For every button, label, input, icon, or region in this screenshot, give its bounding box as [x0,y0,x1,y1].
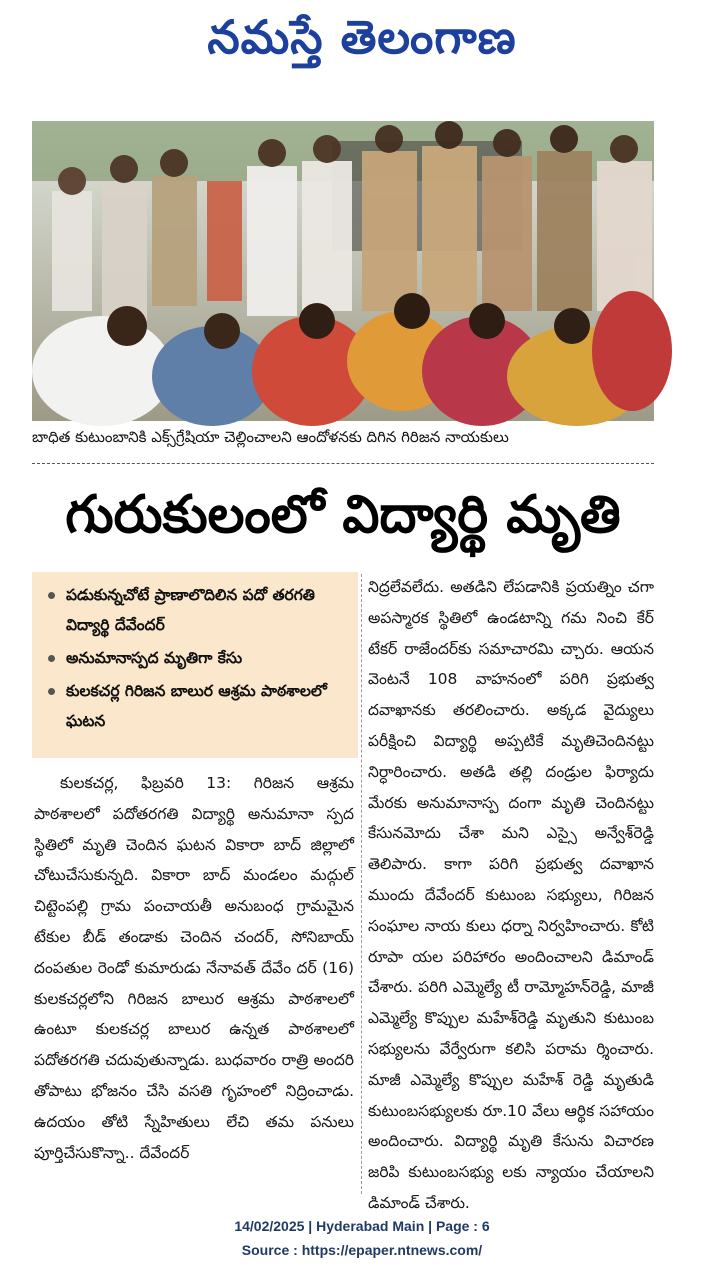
highlight-text: పడుకున్నచోటే ప్రాణాలొదిలిన పదో తరగతి విద్యార్థి దేవేందర్ [66,586,315,634]
highlight-item [48,580,348,640]
highlights-box [32,572,358,758]
highlight-item [48,676,348,736]
source-link[interactable]: Source : https://epaper.ntnews.com/ [241,1242,483,1258]
newspaper-masthead [0,0,724,92]
protest-scene-illustration [32,121,654,421]
bullet-icon [48,592,55,599]
bullet-icon [48,655,55,662]
news-photo [32,121,654,421]
bullet-icon [48,688,55,695]
masthead-title: నమస్తే తెలంగాణ [207,10,517,64]
column-divider [361,574,362,1194]
article-headline: గురుకులంలో విద్యార్థి మృతి [65,485,621,545]
photo-caption: బాధిత కుటుంబానికి ఎక్స్‌గ్రేషియా చెల్లించాలని ఆందోళనకు దిగిన గిరిజన నాయకులు [32,428,509,446]
article-paragraph-right: నిద్రలేవలేదు. అతడిని లేపడానికి ప్రయత్నిం చగా అపస్మారక స్థితిలో ఉండటాన్ని గమ నించి కేర్ టేకర్ రాజేందర్‌కు సమాచారమి చ్చారు. ఆయన వెంటనే 108 వాహనంలో పరిగి ప్రభుత్వ దవాఖానకు తరలించారు. అక్కడ వైద్యులు పరీక్షించి విద్యార్థి అప్పటికే మృతిచెందినట్టు నిర్ధారించారు. అతడి తల్లి దండ్రుల ఫిర్యాదు మేరకు అనుమానాస్ప దంగా మృతి చెందినట్టు కేసునమోదు చేశా మని ఎస్సై అన్వేశ్‌రెడ్డి తెలిపారు. కాగా పరిగి ప్రభుత్వ దవాఖాన ముందు దేవేందర్ కుటుంబ సభ్యులు, గిరిజన సంఘాల నాయ కులు ధర్నా నిర్వహించారు. కోటి రూపా యల పరిహారం అందించాలని డిమాండ్ చేశారు. పరిగి ఎమ్మెల్యే టీ రామ్మోహన్‌రెడ్డి, మాజీ ఎమ్మెల్యే కొప్పుల మహేశ్‌రెడ్డి మృతుని కుటుంబ సభ్యులను వేర్వేరుగా కలిసి పరామ ర్శించారు. మాజీ ఎమ్మెల్యే కొప్పుల మహేశ్ రెడ్డి మృతుడి కుటుంబసభ్యులకు రూ.10 వేలు ఆర్థిక సహాయం అందించారు. విద్యార్థి మృతి కేసును విచారణ జరిపి కుటుంబసభ్యు లకు న్యాయం చేయాలని డిమాండ్ చేశారు. [368,578,654,1212]
highlight-item [48,643,348,673]
edition-info: 14/02/2025 | Hyderabad Main | Page : 6 [234,1218,490,1234]
caption-divider [32,463,654,464]
highlight-text: అనుమానాస్పద మృతిగా కేసు [66,649,243,667]
highlight-text: కులకచర్ల గిరిజన బాలుర ఆశ్రమ పాఠశాలలో ఘటన [66,682,327,730]
page-footer [0,1214,724,1262]
article-column-left [34,768,354,1198]
article-column-right [368,572,654,1212]
article-paragraph-left: కులకచర్ల, ఫిబ్రవరి 13: గిరిజన ఆశ్రమ పాఠశాలలో పదోతరగతి విద్యార్థి అనుమానా స్పద స్థితిలో మృతి చెందిన ఘటన వికారా బాద్ జిల్లాలో చోటుచేసుకున్నది. వికారా బాద్ మండలం మద్గుల్ చిట్టెంపల్లి గ్రామ పంచాయతీ అనుబంధ గ్రామమైన టేకుల బీడ్ తండాకు చెందిన చందర్, సోనిబాయ్ దంపతుల రెండో కుమారుడు నేనావత్ దేవేం దర్ (16) కులకచర్లలోని గిరిజన బాలుర ఆశ్రమ పాఠశాలలో ఉంటూ కులకచర్ల బాలుర ఉన్నత పాఠశాలలో పదోతరగతి చదువుతున్నాడు. బుధవారం రాత్రి అందరి తోపాటు భోజనం చేసి వసతి గృహంలో నిద్రించాడు. ఉదయం తోటి స్నేహితులు లేచి తమ పనులు పూర్తిచేసుకొన్నా.. దేవేందర్ [34,774,354,1162]
